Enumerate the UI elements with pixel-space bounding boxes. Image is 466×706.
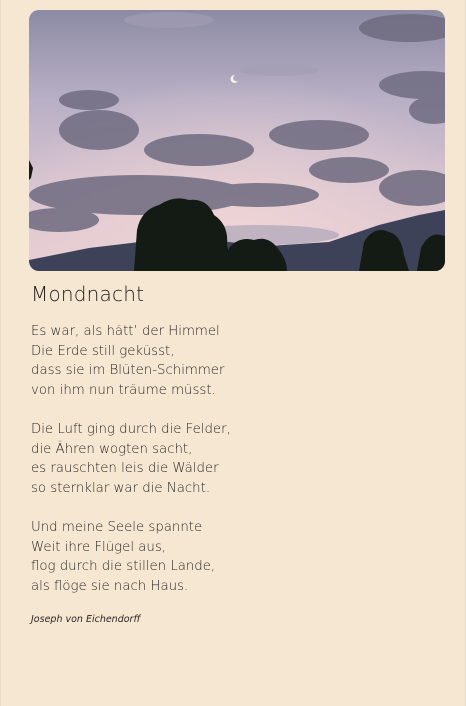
- poem-stanza-1: [31, 322, 231, 400]
- poem-author: Joseph von Eichendorff: [31, 614, 141, 625]
- poem-line: Die Luft ging durch die Felder,: [31, 421, 231, 437]
- poem-line: als flöge sie nach Haus.: [31, 578, 189, 594]
- poem-line: die Ähren wogten sacht,: [31, 441, 193, 457]
- poem-line: dass sie im Blüten-Schimmer: [31, 363, 225, 379]
- poem-stanza-2: [31, 420, 231, 498]
- poem-line: es rauschten leis die Wälder: [31, 461, 219, 477]
- poem-title: Mondnacht: [31, 282, 145, 306]
- poem-line: Es war, als hätt’ der Himmel: [31, 324, 220, 339]
- poem-line: Die Erde still geküsst,: [31, 343, 175, 359]
- poem-line: flog durch die stillen Lande,: [31, 559, 216, 575]
- poem-line: so sternklar war die Nacht.: [31, 480, 211, 496]
- poem-stanza-3: [31, 518, 231, 596]
- poem-line: Und meine Seele spannte: [31, 519, 203, 535]
- hero-image: [29, 10, 445, 271]
- poem-text: [31, 322, 231, 616]
- poem-line: Weit ihre Flügel aus,: [31, 539, 166, 555]
- poem-line: von ihm nun träume müsst.: [31, 382, 216, 398]
